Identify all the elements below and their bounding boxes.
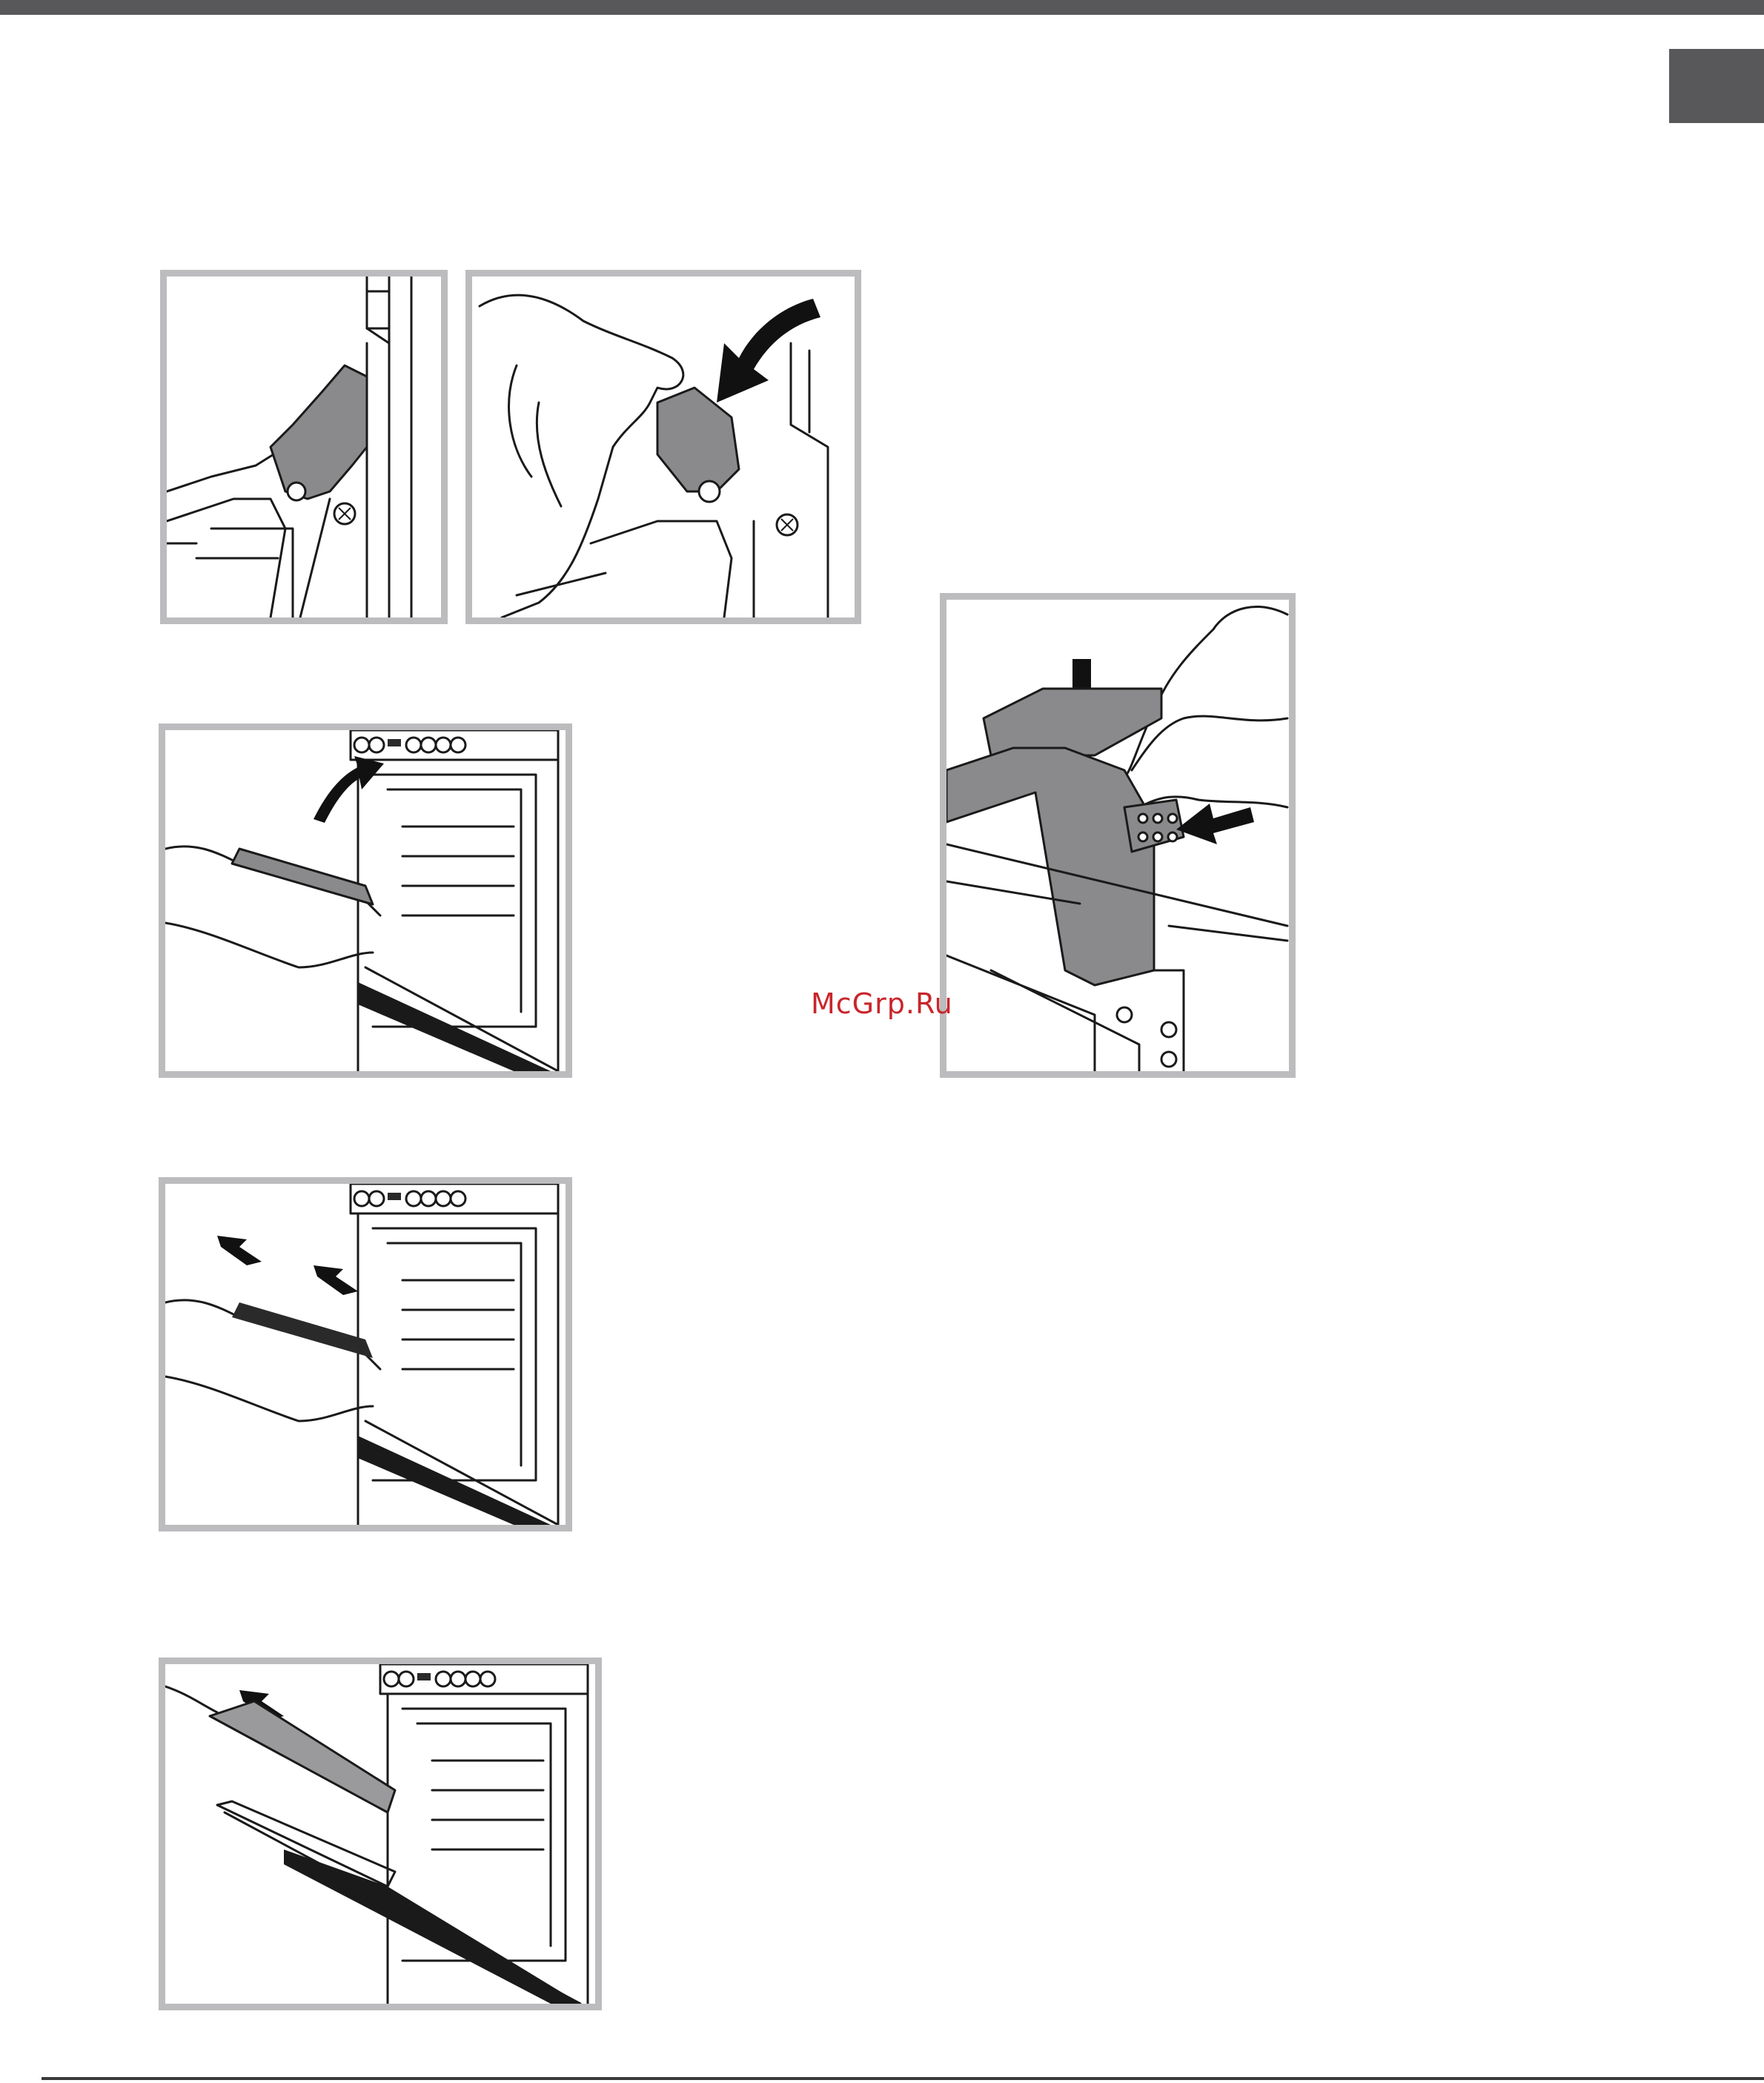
figure-door-clip-press: [940, 593, 1296, 1078]
oven-door-removal-icon: [165, 1184, 566, 1525]
section-tab: [1669, 49, 1764, 123]
figure-hinge-lever-closed: [160, 270, 448, 624]
arrow-up-left-icon: [314, 1265, 358, 1295]
hand-lifting-lever-icon: [472, 276, 855, 617]
arrow-left-icon: [1176, 804, 1254, 844]
curved-arrow-icon: [314, 756, 384, 823]
figure-glass-panel-removal: [159, 1658, 602, 2010]
figure-door-lift-up: [159, 723, 572, 1078]
hinge-lever-icon: [167, 276, 441, 617]
watermark: McGrp.Ru: [811, 987, 953, 1020]
oven-door-removal-icon: [165, 730, 566, 1071]
hand-pressing-clip-icon: [946, 600, 1289, 1071]
footer-rule: [42, 2077, 1764, 2080]
figure-hinge-lever-lifted: [465, 270, 861, 624]
figure-door-pull-out: [159, 1177, 572, 1531]
oven-glass-panel-icon: [165, 1664, 595, 2004]
curved-arrow-icon: [717, 299, 820, 403]
header-bar: [0, 0, 1764, 15]
arrow-up-left-icon: [217, 1236, 262, 1265]
